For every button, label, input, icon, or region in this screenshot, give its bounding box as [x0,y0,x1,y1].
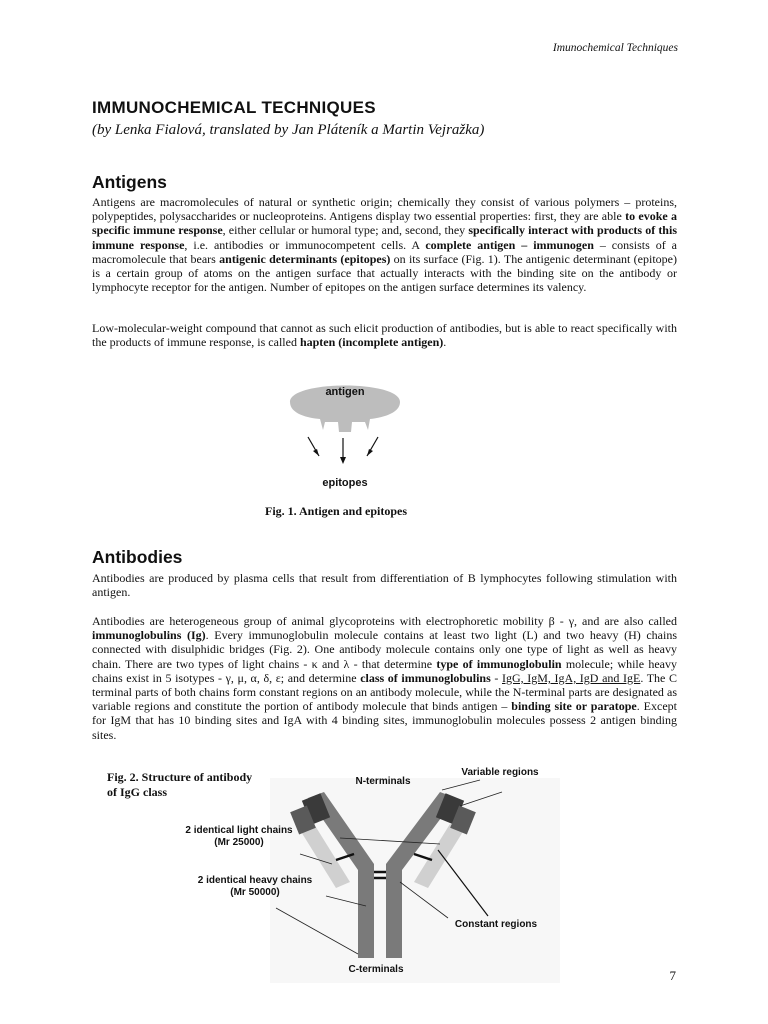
antigens-paragraph-1 [92,195,677,294]
page-number: 7 [669,968,676,983]
running-header: Imunochemical Techniques [552,42,678,54]
bold-run: antigenic determinants (epitopes) [219,251,391,266]
variable-regions-label: Variable regions [461,767,539,778]
text-run: – consists of a macromolecule that bears [92,237,678,266]
light-chains-label-line-1: 2 identical light chains [185,825,293,836]
bold-run: binding site or paratope [511,699,637,714]
text-run: - [490,670,502,685]
light-chains-label-line-2: (Mr 25000) [214,837,264,848]
text-run: on its surface (Fig. 1). The antigenic determinant (epitope) is a certain group of atoms on the antigen surface that actually interacts with the binding site on the antibody or lymphocyte receptor for the antigen. Number of epitopes on the antigen surface determines its valency. [92,251,677,295]
text-run: , i.e. antibodies or immunocompetent cells. A [184,237,426,252]
figure-2-caption-line-2: of IgG class [107,785,167,799]
text-run: . The C terminal parts of both chains form constant regions on an antibody molecule, while the N-terminal parts are designated as variable regions and constitute the portion of antibody molecule that binds antigen – [92,670,677,714]
text-run: . [443,335,447,350]
underlined-run: IgG, IgM, IgA, IgD and IgE [502,670,641,685]
antigens-heading: Antigens [92,172,167,192]
text-run: Low-molecular-weight compound that cannot as such elicit production of antibodies, but is able to react specifically with the products of immune response, is called [92,321,677,350]
antigens-paragraph-2 [92,321,677,349]
document-authors: (by Lenka Fialová, translated by Jan Pláteník a Martin Vejražka) [92,122,485,138]
text-run: . Every immunoglobulin molecule contains at least two light (L) and two heavy (H) chains connected with disulphidic bridges (Fig. 2). One antibody molecule contains only one type of light as well as heavy chain. There are two types of light chains - κ and λ - that determine [92,628,677,671]
arrowhead-left [313,449,319,456]
figure-1-caption: Fig. 1. Antigen and epitopes [265,504,408,518]
bold-run: immunoglobulins (Ig) [92,628,206,643]
bold-run: type of immunoglobulin [436,656,562,671]
arrowhead-right [367,449,373,456]
text-run: . Except for IgM that has 10 binding sites and IgA with 4 binding sites, immunoglobulin molecules possess 2 antigen binding sites. [92,699,677,742]
bold-run: class of immunoglobulins [360,670,491,685]
bold-run: to evoke a specific immune response [92,209,677,238]
bold-run: hapten (incomplete antigen) [299,335,444,350]
epitopes-label: epitopes [322,477,368,489]
text-run: Antibodies are heterogeneous group of animal glycoproteins with electrophoretic mobility β - γ, and are also called [92,614,677,628]
bold-run: complete antigen – immunogen [425,237,594,252]
n-terminals-label: N-terminals [355,776,411,787]
heavy-chains-label-line-2: (Mr 50000) [230,887,280,898]
antibodies-heading: Antibodies [92,547,183,567]
antibodies-paragraph-2 [92,614,677,742]
bold-run: specifically interact with products of this immune response [92,223,677,252]
constant-regions-label: Constant regions [454,919,538,930]
arrowhead-center [340,457,346,464]
text-run: Antigens are macromolecules of natural or synthetic origin; chemically they consist of various polymers – proteins, polypeptides, polysaccharides or nucleoproteins. Antigens display two essential properties: first, they are able [92,195,677,224]
c-terminals-label: C-terminals [348,964,404,975]
antigen-label: antigen [325,386,365,398]
text-run: , either cellular or humoral type; and, second, they [222,223,469,238]
text-run: molecule; while heavy chains exist in 5 isotypes - γ, μ, α, δ, ε; and determine [92,656,677,685]
figure-2-caption-line-1: Fig. 2. Structure of antibody [107,770,253,784]
document-title: IMMUNOCHEMICAL TECHNIQUES [92,98,376,117]
heavy-chains-label-line-1: 2 identical heavy chains [197,875,313,886]
antibodies-paragraph-1: Antibodies are produced by plasma cells that result from differentiation of B lymphocytes following stimulation with antigen. [92,571,677,600]
